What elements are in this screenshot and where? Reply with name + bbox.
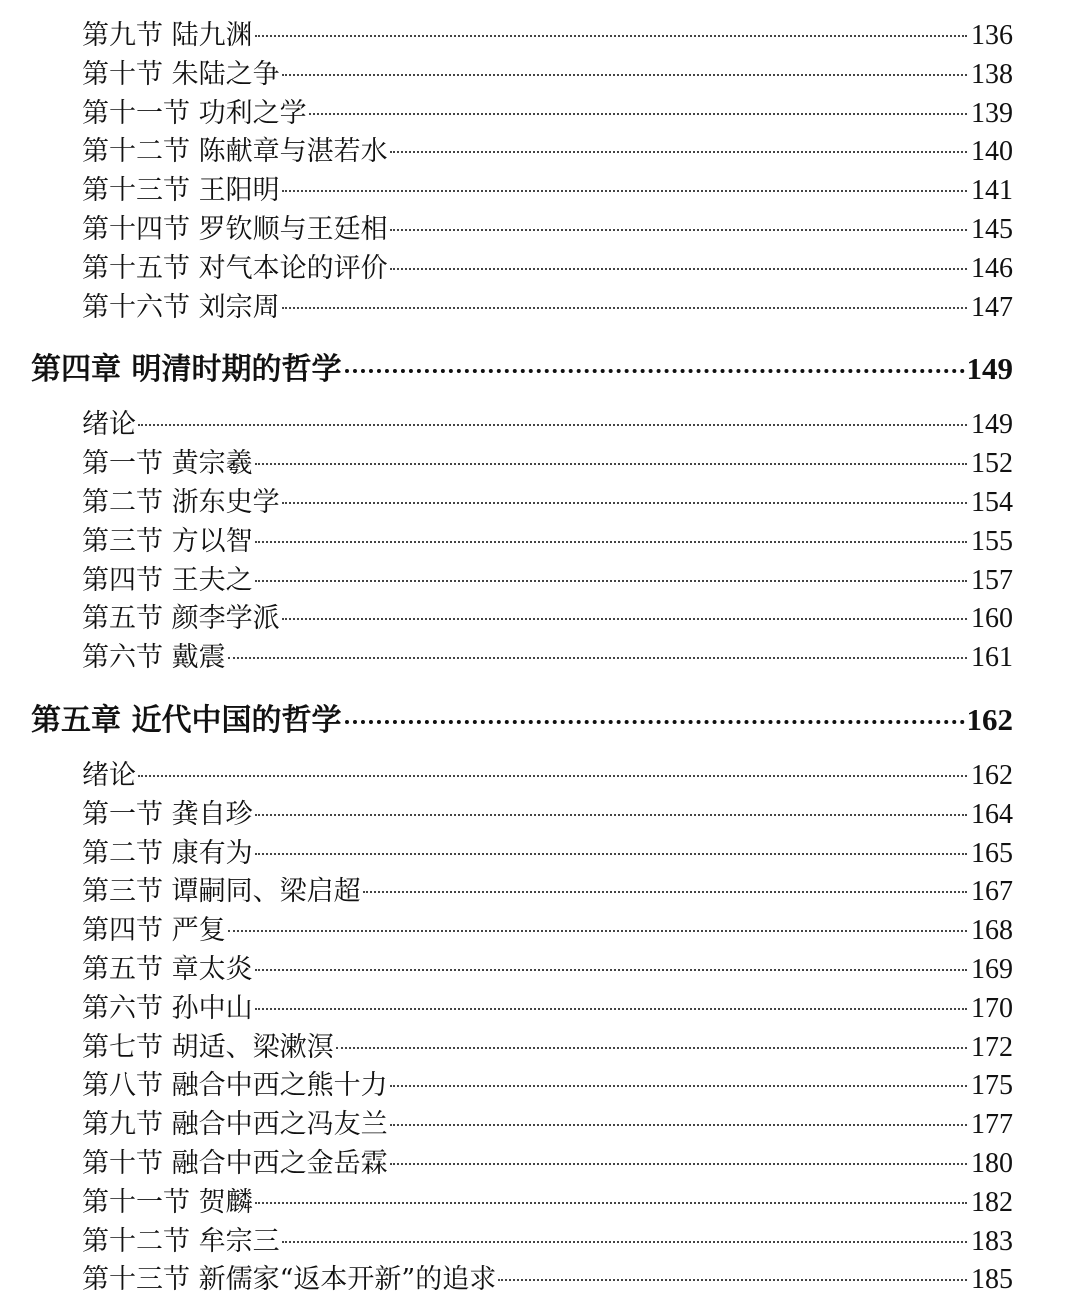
toc-entry[interactable] bbox=[0, 484, 1080, 523]
dot-leader bbox=[255, 580, 967, 582]
toc-entry-title: 第四节 王夫之 bbox=[82, 564, 253, 596]
toc-entry-page: 139 bbox=[971, 97, 1013, 129]
dot-leader bbox=[363, 891, 967, 893]
toc-entry-title: 第二节 浙东史学 bbox=[82, 486, 280, 518]
toc-entry[interactable] bbox=[0, 445, 1080, 484]
dot-leader bbox=[390, 1163, 967, 1165]
section-list-chapter3-continued bbox=[0, 17, 1080, 327]
toc-entry-page: 167 bbox=[971, 876, 1013, 908]
toc-entry[interactable] bbox=[0, 1067, 1080, 1106]
toc-entry-title: 第二节 康有为 bbox=[82, 837, 253, 869]
toc-entry-title: 第十节 朱陆之争 bbox=[82, 58, 280, 90]
toc-entry[interactable] bbox=[0, 562, 1080, 601]
toc-entry-page: 140 bbox=[971, 136, 1013, 168]
dot-leader bbox=[498, 1279, 967, 1281]
dot-leader bbox=[390, 268, 967, 270]
chapter-heading-4[interactable] bbox=[0, 350, 1080, 388]
toc-entry-title: 第五节 章太炎 bbox=[82, 953, 253, 985]
toc-entry[interactable] bbox=[0, 1261, 1080, 1300]
toc-entry-title: 第十四节 罗钦顺与王廷相 bbox=[82, 213, 388, 245]
toc-entry-title: 第十一节 功利之学 bbox=[82, 97, 307, 129]
toc-entry-title: 第十六节 刘宗周 bbox=[82, 291, 280, 323]
dot-leader bbox=[255, 463, 967, 465]
toc-entry-page: 168 bbox=[971, 915, 1013, 947]
toc-entry-title: 第十二节 陈献章与湛若水 bbox=[82, 136, 388, 168]
toc-entry-page: 160 bbox=[971, 603, 1013, 635]
section-list-chapter5 bbox=[0, 757, 1080, 1300]
toc-entry-title: 第八节 融合中西之熊十力 bbox=[82, 1070, 388, 1102]
dot-leader bbox=[255, 969, 967, 971]
toc-entry-page: 177 bbox=[971, 1109, 1013, 1141]
dot-leader bbox=[390, 229, 967, 231]
toc-entry-page: 170 bbox=[971, 992, 1013, 1024]
dot-leader bbox=[138, 424, 967, 426]
toc-entry-page: 175 bbox=[971, 1070, 1013, 1102]
toc-entry-page: 136 bbox=[971, 20, 1013, 51]
toc-entry-title: 第一节 龚自珍 bbox=[82, 798, 253, 830]
dot-leader bbox=[255, 1202, 967, 1204]
toc-entry-page: 182 bbox=[971, 1186, 1013, 1218]
toc-entry[interactable] bbox=[0, 523, 1080, 562]
toc-entry[interactable] bbox=[0, 289, 1080, 328]
toc-entry-page: 185 bbox=[971, 1264, 1013, 1296]
toc-entry-title: 绪论 bbox=[82, 759, 136, 791]
toc-entry-title: 第三节 谭嗣同、梁启超 bbox=[82, 876, 361, 908]
toc-entry-page: 164 bbox=[971, 798, 1013, 830]
section-list-chapter4 bbox=[0, 406, 1080, 678]
dot-leader bbox=[255, 1008, 967, 1010]
toc-entry-page: 147 bbox=[971, 291, 1013, 323]
toc-entry-page: 149 bbox=[971, 409, 1013, 441]
dot-leader bbox=[228, 930, 967, 932]
toc-entry-title: 第四节 严复 bbox=[82, 915, 226, 947]
dot-leader bbox=[255, 35, 967, 37]
toc-entry-page: 152 bbox=[971, 448, 1013, 480]
toc-entry-title: 第十五节 对气本论的评价 bbox=[82, 252, 388, 284]
dot-leader bbox=[255, 541, 967, 543]
toc-entry-title: 第十三节 王阳明 bbox=[82, 175, 280, 207]
table-of-contents bbox=[0, 17, 1080, 1300]
toc-entry[interactable] bbox=[0, 406, 1080, 445]
toc-entry[interactable] bbox=[0, 133, 1080, 172]
toc-entry-page: 180 bbox=[971, 1147, 1013, 1179]
toc-entry-title: 第十节 融合中西之金岳霖 bbox=[82, 1147, 388, 1179]
dot-leader bbox=[390, 1085, 967, 1087]
toc-entry-page: 183 bbox=[971, 1225, 1013, 1257]
toc-entry-page: 169 bbox=[971, 953, 1013, 985]
chapter-page: 149 bbox=[966, 351, 1013, 387]
toc-entry-title: 第十三节 新儒家“返本开新”的追求 bbox=[82, 1264, 497, 1296]
toc-entry-title: 第六节 孙中山 bbox=[82, 992, 253, 1024]
dot-leader bbox=[282, 618, 967, 620]
dot-leader bbox=[336, 1047, 967, 1049]
toc-entry-page: 154 bbox=[971, 486, 1013, 518]
toc-entry-page: 138 bbox=[971, 58, 1013, 90]
chapter-title: 第四章 明清时期的哲学 bbox=[31, 352, 342, 388]
dot-leader bbox=[282, 1241, 967, 1243]
toc-entry[interactable] bbox=[0, 873, 1080, 912]
toc-entry-title: 绪论 bbox=[82, 409, 136, 441]
toc-entry-title: 第三节 方以智 bbox=[82, 525, 253, 557]
toc-entry[interactable] bbox=[0, 1029, 1080, 1068]
dot-leader bbox=[228, 657, 967, 659]
dot-leader bbox=[255, 853, 967, 855]
toc-entry-title: 第一节 黄宗羲 bbox=[82, 448, 253, 480]
toc-entry-page: 162 bbox=[971, 759, 1013, 791]
toc-entry-page: 155 bbox=[971, 525, 1013, 557]
toc-entry-title: 第七节 胡适、梁漱溟 bbox=[82, 1031, 334, 1063]
toc-entry-page: 157 bbox=[971, 564, 1013, 596]
toc-entry-page: 146 bbox=[971, 252, 1013, 284]
chapter-page: 162 bbox=[966, 701, 1013, 737]
toc-entry[interactable] bbox=[0, 796, 1080, 835]
dot-leader bbox=[282, 502, 967, 504]
toc-entry-page: 172 bbox=[971, 1031, 1013, 1063]
toc-entry[interactable] bbox=[0, 1184, 1080, 1223]
dot-leader bbox=[390, 151, 967, 153]
toc-entry[interactable] bbox=[0, 912, 1080, 951]
toc-entry[interactable] bbox=[0, 600, 1080, 639]
toc-entry[interactable] bbox=[0, 56, 1080, 95]
dot-leader bbox=[255, 814, 967, 816]
toc-entry[interactable] bbox=[0, 211, 1080, 250]
toc-entry-page: 165 bbox=[971, 837, 1013, 869]
toc-entry[interactable] bbox=[0, 990, 1080, 1029]
dot-leader bbox=[390, 1124, 967, 1126]
dot-leader bbox=[309, 113, 967, 115]
toc-entry[interactable] bbox=[0, 95, 1080, 134]
toc-entry[interactable] bbox=[0, 17, 1080, 56]
toc-entry[interactable] bbox=[0, 1223, 1080, 1262]
toc-entry-page: 161 bbox=[971, 642, 1013, 674]
dot-leader bbox=[345, 720, 964, 724]
toc-entry-page: 141 bbox=[971, 175, 1013, 207]
dot-leader bbox=[282, 190, 967, 192]
toc-entry-title: 第六节 戴震 bbox=[82, 642, 226, 674]
dot-leader bbox=[282, 307, 967, 309]
toc-entry[interactable] bbox=[0, 250, 1080, 289]
toc-entry[interactable] bbox=[0, 172, 1080, 211]
toc-entry-page: 145 bbox=[971, 213, 1013, 245]
dot-leader bbox=[345, 369, 964, 373]
toc-entry[interactable] bbox=[0, 835, 1080, 874]
toc-entry-title: 第九节 融合中西之冯友兰 bbox=[82, 1109, 388, 1141]
toc-entry[interactable] bbox=[0, 1106, 1080, 1145]
toc-entry[interactable] bbox=[0, 951, 1080, 990]
toc-entry[interactable] bbox=[0, 757, 1080, 796]
toc-entry-title: 第十一节 贺麟 bbox=[82, 1186, 253, 1218]
dot-leader bbox=[138, 775, 967, 777]
toc-entry[interactable] bbox=[0, 639, 1080, 678]
chapter-heading-5[interactable] bbox=[0, 701, 1080, 739]
dot-leader bbox=[282, 74, 967, 76]
toc-entry[interactable] bbox=[0, 1145, 1080, 1184]
toc-entry-title: 第五节 颜李学派 bbox=[82, 603, 280, 635]
toc-entry-title: 第十二节 牟宗三 bbox=[82, 1225, 280, 1257]
toc-entry-title: 第九节 陆九渊 bbox=[82, 20, 253, 51]
chapter-title: 第五章 近代中国的哲学 bbox=[31, 702, 342, 738]
